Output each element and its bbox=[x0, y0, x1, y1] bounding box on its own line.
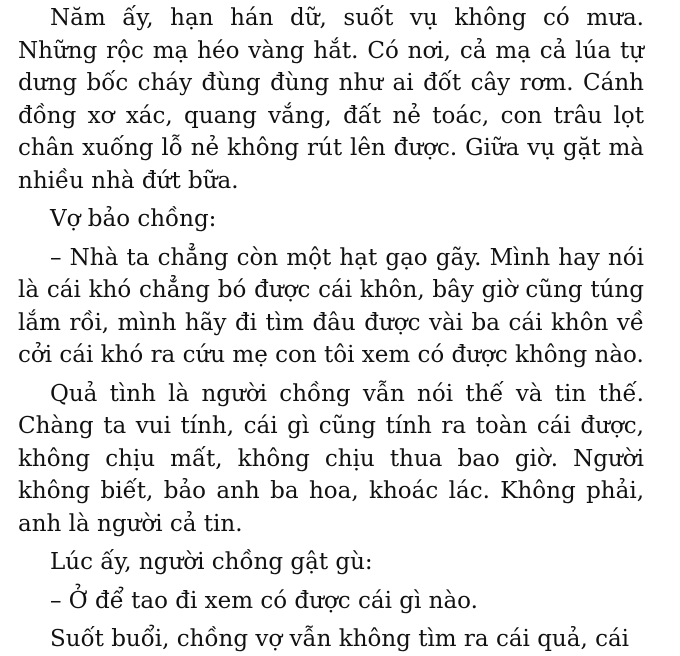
paragraph-wife-speech: – Nhà ta chẳng còn một hạt gạo gãy. Mình hay nói là cái khó chẳng bó được cái khôn, bây giờ cũng túng lắm rồi, mình hãy đi tìm đâu được vài ba cái khôn về cởi cái khó ra cứu mẹ con tôi xem có được không nào. bbox=[18, 244, 644, 368]
paragraph-all-day: Suốt buổi, chồng vợ vẫn không tìm ra cái quả, cái bbox=[50, 626, 630, 652]
paragraph-wife-says: Vợ bảo chồng: bbox=[50, 206, 217, 232]
paragraph-husband-character: Quả tình là người chồng vẫn nói thế và tin thế. Chàng ta vui tính, cái gì cũng tính ra toàn cái được, không chịu mất, không chịu thua bao giờ. Người không biết, bảo anh ba hoa, khoác lác. Không phải, anh là người cả tin. bbox=[18, 380, 644, 537]
paragraph-husband-speech: – Ở để tao đi xem có được cái gì nào. bbox=[50, 587, 478, 614]
paragraph-husband-nods: Lúc ấy, người chồng gật gù: bbox=[50, 549, 373, 575]
paragraph-drought: Năm ấy, hạn hán dữ, suốt vụ không có mưa. Những rộc mạ héo vàng hắt. Có nơi, cả mạ cả lúa tự dưng bốc cháy đùng đùng như ai đốt cây rơm. Cánh đồng xơ xác, quang vắng, đất nẻ toác, con trâu lọt chân xuống lỗ nẻ không rút lên được. Giữa vụ gặt mà nhiều nhà đứt bữa. bbox=[18, 5, 644, 194]
document-page bbox=[18, 2, 644, 656]
